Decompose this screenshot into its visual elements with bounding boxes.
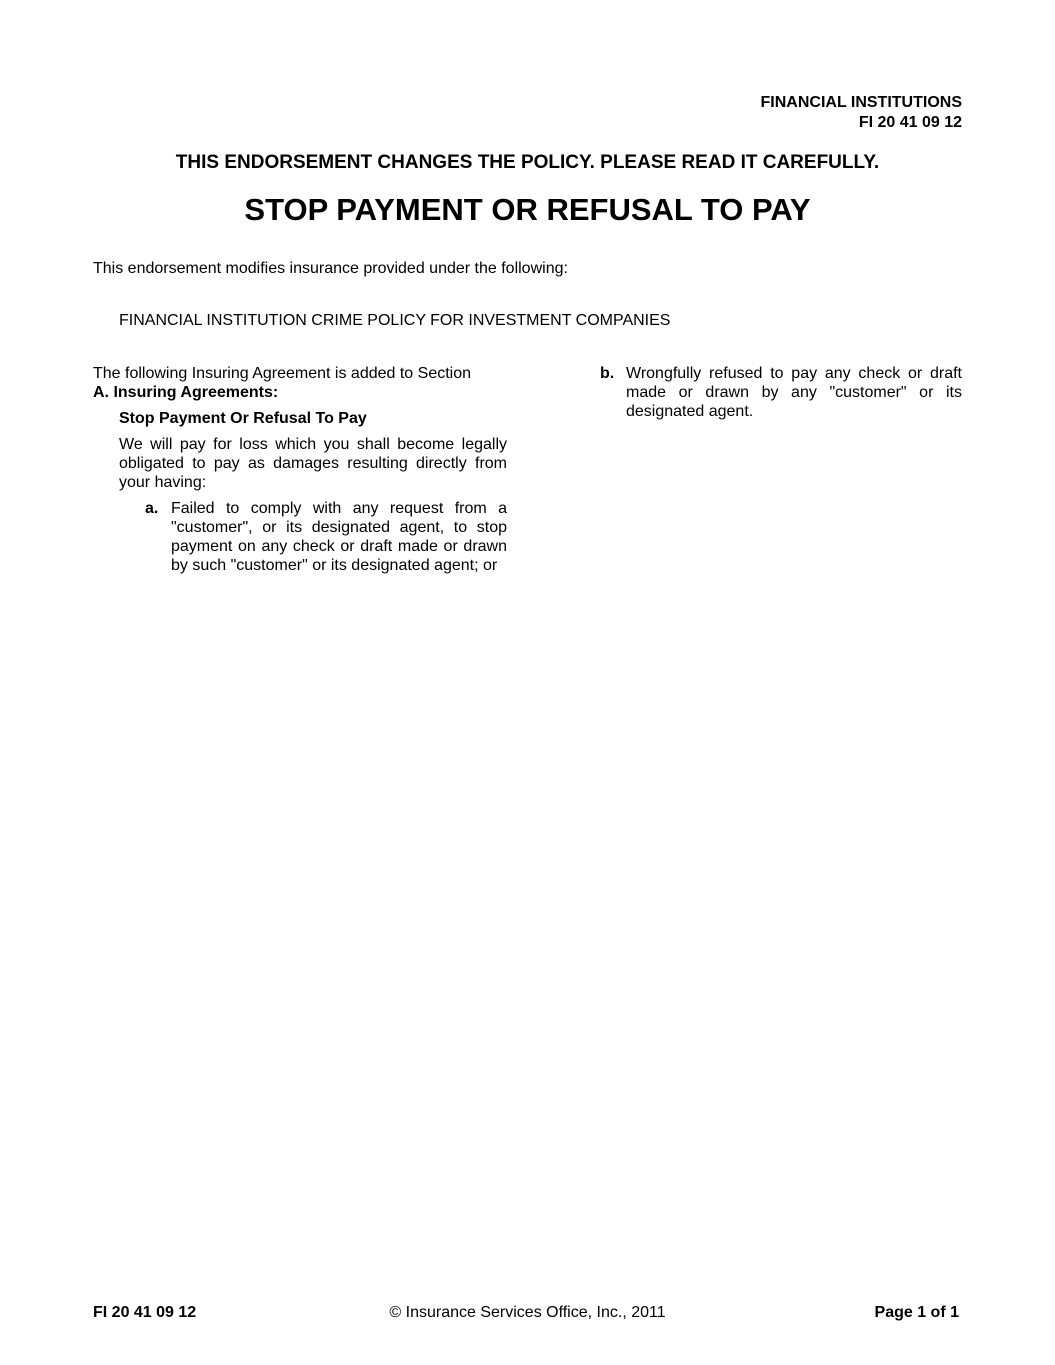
list-item-letter: b. xyxy=(600,365,615,382)
list-item-letter: a. xyxy=(145,500,159,517)
list-item-b xyxy=(600,364,962,421)
form-number-header: FI 20 41 09 12 xyxy=(858,114,962,131)
insuring-agreement-text: We will pay for loss which you shall become legally obligated to pay as damages resulting directly from your having: xyxy=(119,436,507,491)
lead-section-name: A. Insuring Agreements: xyxy=(93,384,279,401)
list-item-text: Failed to comply with any request from a "customer", or its designated agent, to stop payment on any check or draft made or drawn by such "customer" or its designated agent; or xyxy=(171,500,507,574)
list-item-a xyxy=(145,499,507,575)
right-column xyxy=(600,364,962,421)
insuring-agreement-heading: Stop Payment Or Refusal To Pay xyxy=(119,410,367,427)
intro-text: This endorsement modifies insurance provided under the following: xyxy=(93,260,568,277)
page-title: STOP PAYMENT OR REFUSAL TO PAY xyxy=(244,192,811,227)
form-category: FINANCIAL INSTITUTIONS xyxy=(760,94,962,111)
left-column xyxy=(93,364,507,575)
lead-text: The following Insuring Agreement is added to Section xyxy=(93,365,472,382)
endorsement-notice: THIS ENDORSEMENT CHANGES THE POLICY. PLEASE READ IT CAREFULLY. xyxy=(175,152,880,173)
footer-copyright: © Insurance Services Office, Inc., 2011 xyxy=(389,1304,666,1321)
footer-form-number: FI 20 41 09 12 xyxy=(93,1304,197,1321)
form-header xyxy=(761,93,962,133)
footer-page-number: Page 1 of 1 xyxy=(874,1304,959,1321)
lead-paragraph xyxy=(93,364,507,402)
list-item-text: Wrongfully refused to pay any check or draft made or drawn by any "customer" or its designated agent. xyxy=(626,365,962,420)
policy-name: FINANCIAL INSTITUTION CRIME POLICY FOR INVESTMENT COMPANIES xyxy=(119,312,671,329)
